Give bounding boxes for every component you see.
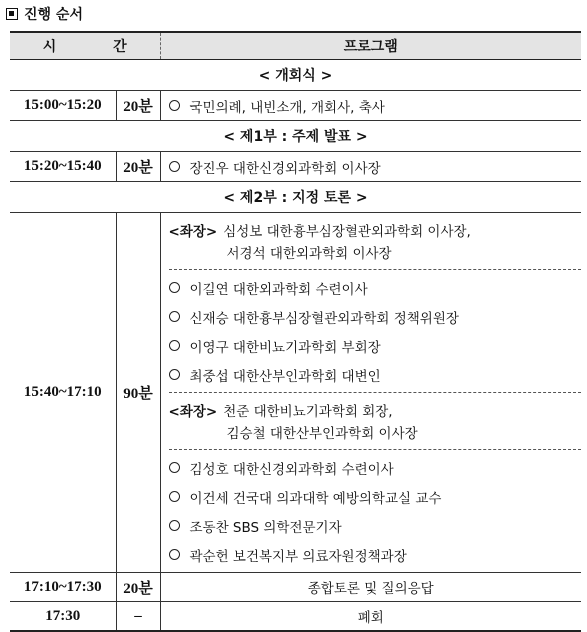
table-row [10, 152, 581, 182]
section-part1 [10, 121, 581, 152]
panelist: 김성호 대한신경외과학회 수련이사 [189, 461, 394, 478]
panelist: 이길연 대한외과학회 수련이사 [189, 281, 368, 298]
chair-tag: <좌장> [168, 224, 218, 240]
duration-cell: 20분 [116, 152, 160, 182]
circle-bullet-icon [169, 549, 180, 560]
program-cell [160, 213, 581, 573]
program-table [10, 31, 581, 632]
program-cell [160, 91, 581, 121]
chair-tag: <좌장> [168, 404, 218, 420]
section-heading [6, 3, 83, 25]
circle-bullet-icon [169, 491, 180, 502]
program-item: 국민의례, 내빈소개, 개회사, 축사 [189, 99, 385, 116]
time-cell: 15:00~15:20 [10, 91, 116, 121]
circle-bullet-icon [169, 311, 180, 322]
section-part2-label: < 제2부 : 지정 토론 > [10, 182, 581, 213]
section-part2 [10, 182, 581, 213]
panel-group [169, 270, 582, 393]
chair-line: 김승철 대한산부인과학회 이사장 [226, 426, 418, 442]
chair-group [169, 393, 582, 450]
circle-bullet-icon [169, 340, 180, 351]
table-row [10, 213, 581, 573]
panelist: 최중섭 대한산부인과학회 대변인 [189, 368, 381, 385]
panel-group [169, 450, 582, 572]
panelist: 곽순헌 보건복지부 의료자원정책과장 [189, 548, 407, 565]
table-row [10, 602, 581, 632]
panelist: 조동찬 SBS 의학전문기자 [189, 519, 342, 536]
header-time: 시 간 [10, 32, 160, 60]
chair-line: 천준 대한비뇨기과학회 회장, [223, 404, 393, 420]
circle-bullet-icon [169, 369, 180, 380]
duration-cell: – [116, 602, 160, 632]
square-bullet-icon [6, 8, 18, 20]
time-cell: 17:30 [10, 602, 116, 632]
circle-bullet-icon [169, 462, 180, 473]
duration-cell: 20분 [116, 91, 160, 121]
circle-bullet-icon [169, 282, 180, 293]
table-row [10, 91, 581, 121]
time-cell: 15:40~17:10 [10, 213, 116, 573]
program-item: 장진우 대한신경외과학회 이사장 [189, 160, 381, 177]
table-row [10, 573, 581, 602]
duration-cell: 90분 [116, 213, 160, 573]
panelist: 이영구 대한비뇨기과학회 부회장 [189, 339, 381, 356]
section-opening [10, 60, 581, 91]
program-cell: 종합토론 및 질의응답 [160, 573, 581, 602]
program-cell: 폐회 [160, 602, 581, 632]
panelist: 신재승 대한흉부심장혈관외과학회 정책위원장 [189, 310, 459, 327]
program-cell [160, 152, 581, 182]
time-cell: 15:20~15:40 [10, 152, 116, 182]
section-part1-label: < 제1부 : 주제 발표 > [10, 121, 581, 152]
table-header [10, 32, 581, 60]
circle-bullet-icon [169, 100, 180, 111]
circle-bullet-icon [169, 520, 180, 531]
duration-cell: 20분 [116, 573, 160, 602]
chair-group [169, 213, 582, 270]
chair-line: 서경석 대한외과학회 이사장 [226, 246, 392, 262]
heading-title: 진행 순서 [24, 7, 83, 23]
circle-bullet-icon [169, 161, 180, 172]
chair-line: 심성보 대한흉부심장혈관외과학회 이사장, [223, 224, 471, 240]
time-cell: 17:10~17:30 [10, 573, 116, 602]
section-opening-label: < 개회식 > [10, 60, 581, 91]
header-program: 프로그램 [160, 32, 581, 60]
panelist: 이건세 건국대 의과대학 예방의학교실 교수 [189, 490, 442, 507]
